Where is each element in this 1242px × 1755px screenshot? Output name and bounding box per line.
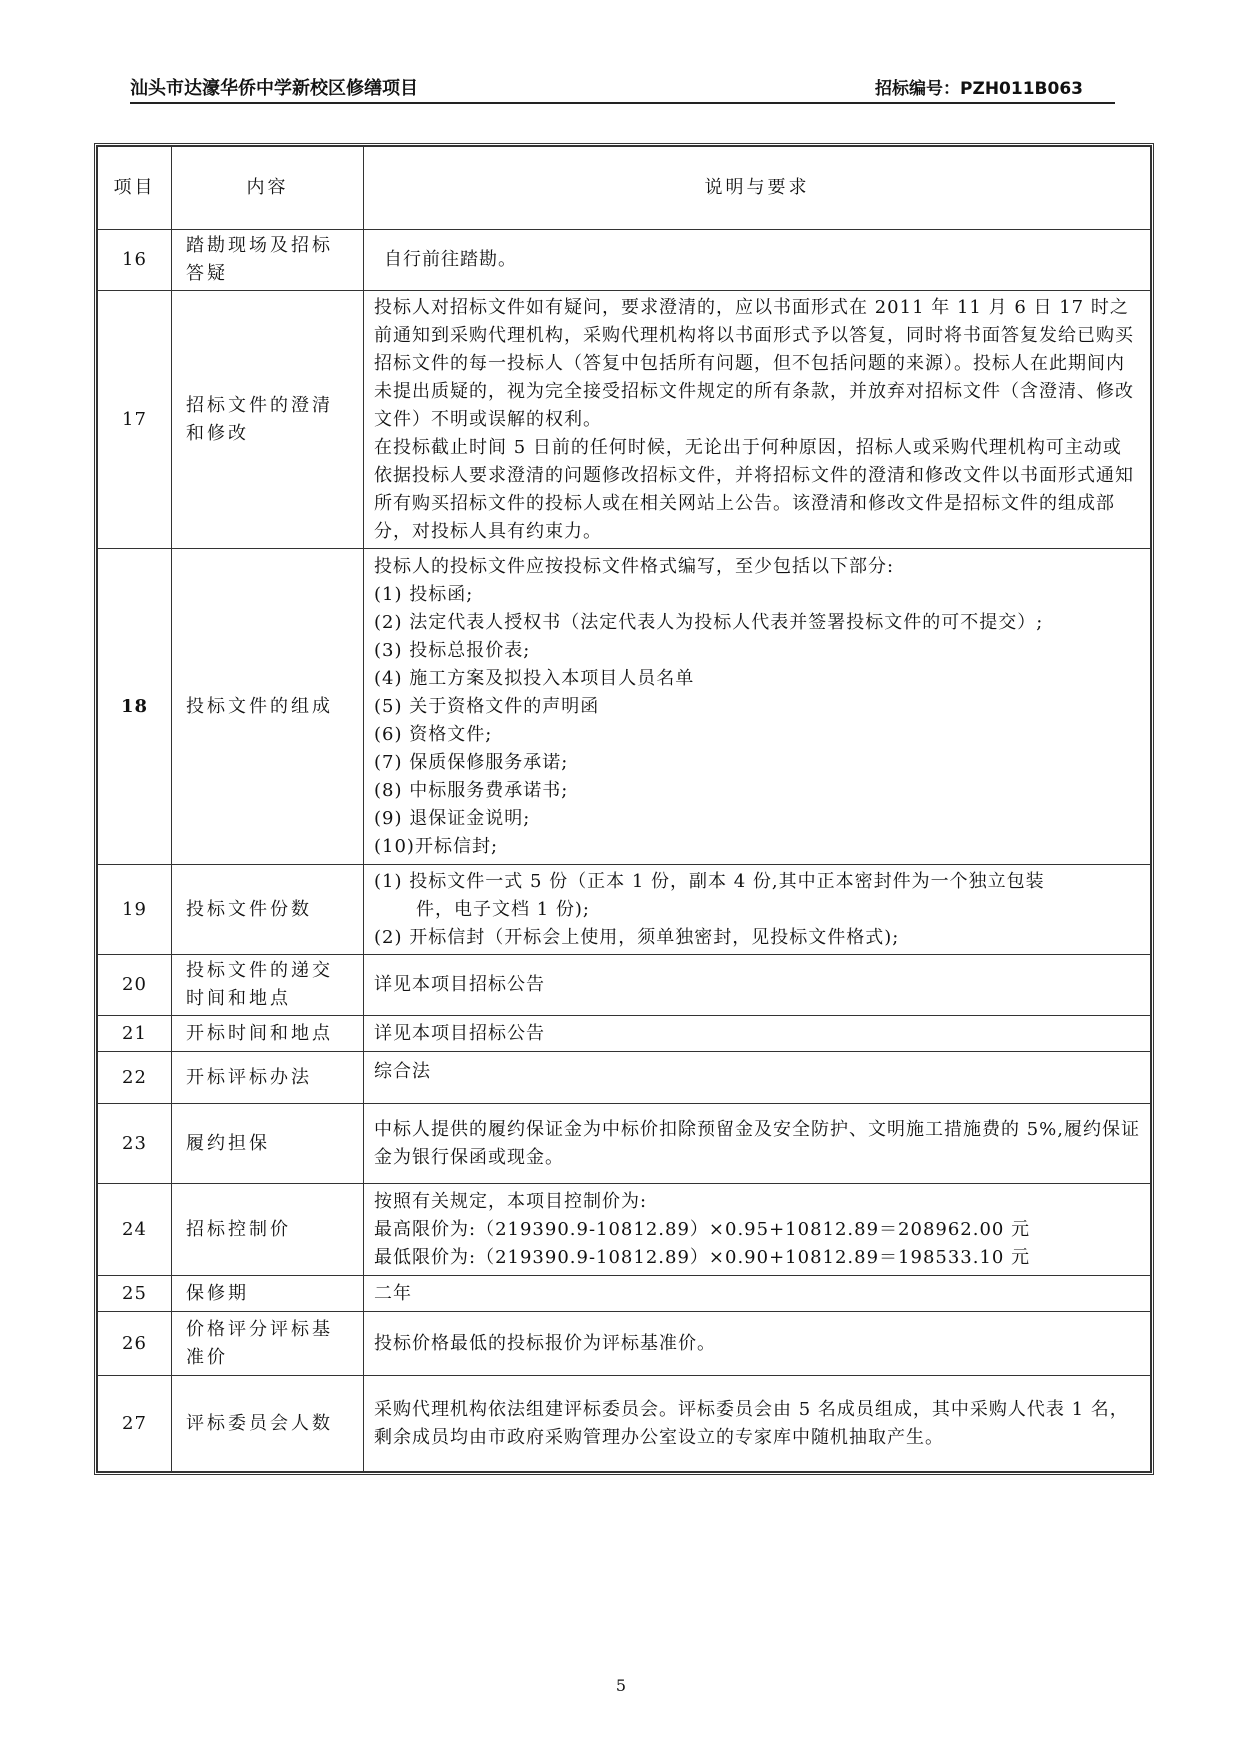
row-number: 21: [98, 1016, 172, 1052]
row-description: 中标人提供的履约保证金为中标价扣除预留金及安全防护、文明施工措施费的 5%,履约保证金为银行保函或现金。: [364, 1104, 1151, 1184]
header-requirements: 说明与要求: [364, 147, 1151, 230]
row-description: 自行前往踏勘。: [364, 230, 1151, 291]
table-row: [98, 1376, 1151, 1472]
row-number: 17: [98, 291, 172, 549]
table-row: [98, 1104, 1151, 1184]
page-number: 5: [615, 1676, 627, 1695]
row-number: 25: [98, 1276, 172, 1312]
requirements-table-frame: [94, 143, 1154, 1475]
row-description: (1) 投标文件一式 5 份（正本 1 份，副本 4 份,其中正本密封件为一个独立包装 件，电子文档 1 份); (2) 开标信封（开标会上使用，须单独密封，见投标文件格式);: [364, 865, 1151, 955]
row-description: 投标人的投标文件应按投标文件格式编写，至少包括以下部分: (1) 投标函; (2) 法定代表人授权书（法定代表人为投标人代表并签署投标文件的可不提交）; (3) 投标总报价表; (4) 施工方案及拟投入本项目人员名单 (5) 关于资格文件的声明函 (6) 资格文件; (7) 保质保修服务承诺; (8) 中标服务费承诺书; (9) 退保证金说明; (10)开标信封;: [364, 549, 1151, 865]
header-item: 项目: [98, 147, 172, 230]
row-number: 24: [98, 1184, 172, 1276]
row-name: 投标文件的递交时间和地点: [172, 955, 364, 1016]
row-name: 评标委员会人数: [172, 1376, 364, 1472]
row-description: 详见本项目招标公告: [364, 955, 1151, 1016]
header-content: 内容: [172, 147, 364, 230]
table-row: [98, 291, 1151, 549]
table-row: [98, 1184, 1151, 1276]
table-row: [98, 549, 1151, 865]
row-description: 二年: [364, 1276, 1151, 1312]
row-name: 招标文件的澄清和修改: [172, 291, 364, 549]
row-description: 采购代理机构依法组建评标委员会。评标委员会由 5 名成员组成，其中采购人代表 1 名，剩余成员均由市政府采购管理办公室设立的专家库中随机抽取产生。: [364, 1376, 1151, 1472]
row-name: 招标控制价: [172, 1184, 364, 1276]
table-row: [98, 230, 1151, 291]
table-row: [98, 865, 1151, 955]
project-title: 汕头市达濠华侨中学新校区修缮项目: [130, 78, 418, 99]
row-number: 16: [98, 230, 172, 291]
row-number: 19: [98, 865, 172, 955]
row-description: 综合法: [364, 1052, 1151, 1104]
table-row: [98, 1016, 1151, 1052]
table-header-row: [98, 147, 1151, 230]
row-name: 踏勘现场及招标答疑: [172, 230, 364, 291]
row-number: 18: [98, 549, 172, 865]
table-row: [98, 955, 1151, 1016]
row-description: 详见本项目招标公告: [364, 1016, 1151, 1052]
table-row: [98, 1312, 1151, 1376]
row-description: 投标人对招标文件如有疑问，要求澄清的，应以书面形式在 2011 年 11 月 6 日 17 时之前通知到采购代理机构，采购代理机构将以书面形式予以答复，同时将书面答复发给已购买招标文件的每一投标人（答复中包括所有问题，但不包括问题的来源）。投标人在此期间内未提出质疑的，视为完全接受招标文件规定的所有条款，并放弃对招标文件（含澄清、修改文件）不明或误解的权利。 在投标截止时间 5 日前的任何时候，无论出于何种原因，招标人或采购代理机构可主动或依据投标人要求澄清的问题修改招标文件，并将招标文件的澄清和修改文件以书面形式通知所有购买招标文件的投标人或在相关网站上公告。该澄清和修改文件是招标文件的组成部分，对投标人具有约束力。: [364, 291, 1151, 549]
row-name: 投标文件的组成: [172, 549, 364, 865]
row-name: 保修期: [172, 1276, 364, 1312]
row-number: 22: [98, 1052, 172, 1104]
row-name: 开标时间和地点: [172, 1016, 364, 1052]
row-name: 开标评标办法: [172, 1052, 364, 1104]
row-name: 投标文件份数: [172, 865, 364, 955]
row-number: 23: [98, 1104, 172, 1184]
row-description: 按照有关规定，本项目控制价为: 最高限价为:（219390.9-10812.89）×0.95+10812.89＝208962.00 元 最低限价为:（219390.9-10812.89）×0.90+10812.89＝198533.10 元: [364, 1184, 1151, 1276]
page-header: [130, 68, 1115, 104]
row-number: 20: [98, 955, 172, 1016]
header-rule: [130, 102, 1115, 104]
row-name: 价格评分评标基准价: [172, 1312, 364, 1376]
tender-code: 招标编号：PZH011B063: [875, 79, 1083, 99]
table-row: [98, 1052, 1151, 1104]
row-number: 27: [98, 1376, 172, 1472]
row-number: 26: [98, 1312, 172, 1376]
table-row: [98, 1276, 1151, 1312]
requirements-table: [97, 146, 1151, 1472]
row-description: 投标价格最低的投标报价为评标基准价。: [364, 1312, 1151, 1376]
row-name: 履约担保: [172, 1104, 364, 1184]
